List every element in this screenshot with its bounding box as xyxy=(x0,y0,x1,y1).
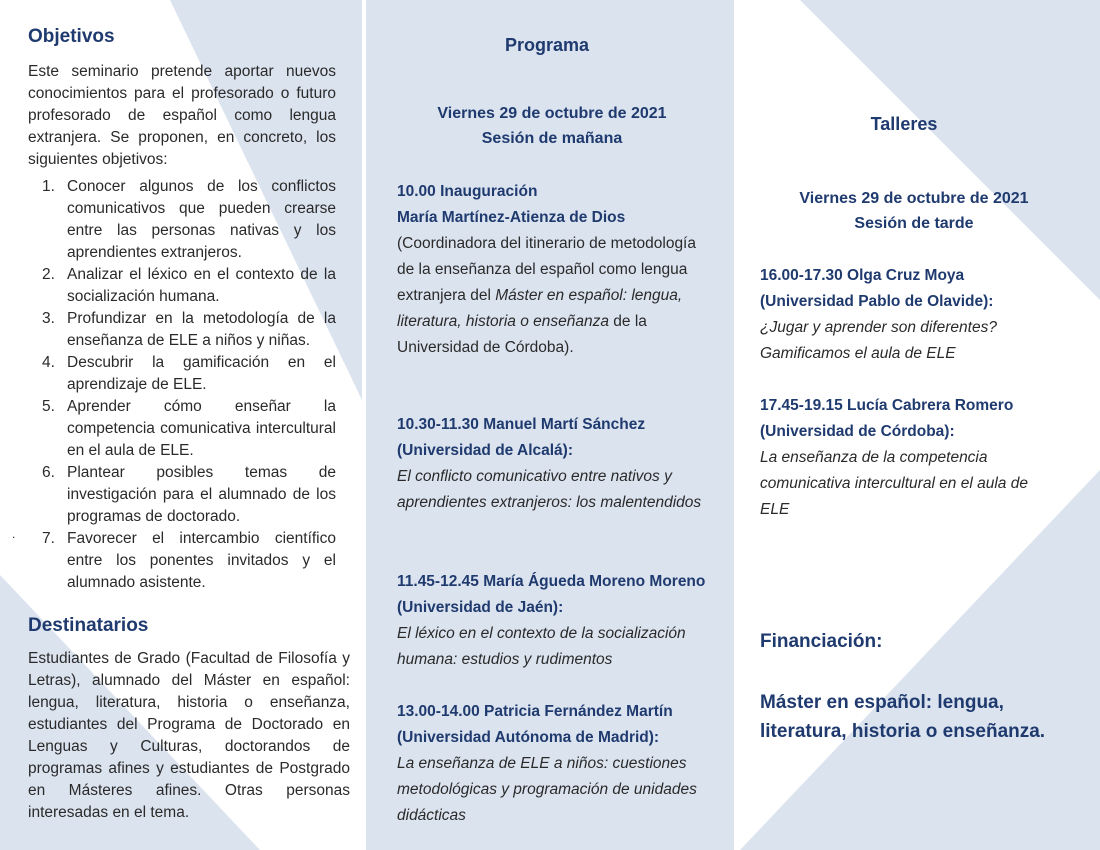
objetivos-list xyxy=(28,176,336,594)
financiacion-heading: Financiación: xyxy=(760,631,883,652)
item-number: 3. xyxy=(42,310,55,327)
item-number: 7. xyxy=(42,530,55,547)
taller-title: La enseñanza de la competencia comunicativa intercultural en el aula de ELE xyxy=(760,449,1028,518)
talk-1 xyxy=(397,412,707,516)
destinatarios-text: Estudiantes de Grado (Facultad de Filosofía y Letras), alumnado del Máster en español: lengua, literatura, historia o enseñanza, estudiantes del Programa de Doctorado en Lenguas y Culturas, doctorandos de programas afines y estudiantes de Postgrado en Másteres afines. Otras personas interesadas en el tema. xyxy=(28,650,350,821)
taller-time-speaker: 16.00-17.30 Olga Cruz Moya (Universidad Pablo de Olavide): xyxy=(760,267,994,310)
taller-time-speaker: 17.45-19.15 Lucía Cabrera Romero (Universidad de Córdoba): xyxy=(760,397,1014,440)
list-item xyxy=(28,462,336,528)
talleres-heading: Talleres xyxy=(870,114,938,134)
talk-time-speaker: 11.45-12.45 María Águeda Moreno Moreno (Universidad de Jaén): xyxy=(397,573,706,616)
objetivos-intro: Este seminario pretende aportar nuevos conocimientos para el profesorado o futuro profesorado de español como lengua extranjera. Se proponen, en concreto, los siguientes objetivos: xyxy=(28,63,336,168)
talk-time-speaker: 13.00-14.00 Patricia Fernández Martín (Universidad Autónoma de Madrid): xyxy=(397,703,673,746)
desc-text-end: de la Universidad de Córdoba). xyxy=(397,313,647,356)
item-number: 2. xyxy=(42,266,55,283)
talleres-date-block xyxy=(734,186,1094,236)
talk-title: El léxico en el contexto de la socialización humana: estudios y rudimentos xyxy=(397,625,686,668)
talk-title: La enseñanza de ELE a niños: cuestiones metodológicas y programación de unidades didácticas xyxy=(397,755,697,824)
talk-2 xyxy=(397,569,707,673)
talk-description xyxy=(397,231,707,361)
programa-date-block xyxy=(366,101,738,151)
talk-time-speaker: 10.30-11.30 Manuel Martí Sánchez (Universidad de Alcalá): xyxy=(397,416,646,459)
item-text: Descubrir la gamificación en el aprendizaje de ELE. xyxy=(67,354,336,393)
programa-heading: Programa xyxy=(504,35,590,55)
talleres-date: Viernes 29 de octubre de 2021 xyxy=(799,190,1029,207)
item-text: Favorecer el intercambio científico entre los ponentes invitados y el alumnado asistente. xyxy=(67,530,336,591)
item-text: Plantear posibles temas de investigación para el alumnado de los programas de doctorado. xyxy=(67,464,336,525)
item-number: 5. xyxy=(42,398,55,415)
talk-speaker-name: María Martínez-Atienza de Dios xyxy=(397,209,626,226)
list-item xyxy=(28,264,336,308)
list-item xyxy=(28,352,336,396)
objetivos-heading: Objetivos xyxy=(28,26,115,47)
item-text: Analizar el léxico en el contexto de la socialización humana. xyxy=(67,266,336,305)
programa-date: Viernes 29 de octubre de 2021 xyxy=(437,105,667,122)
stray-dot: . xyxy=(12,527,16,541)
item-text: Aprender cómo enseñar la competencia comunicativa intercultural en el aula de ELE. xyxy=(67,398,336,459)
list-item xyxy=(28,308,336,352)
desc-italic: Máster en español: lengua, literatura, historia o enseñanza xyxy=(397,287,683,330)
list-item xyxy=(28,176,336,264)
list-item xyxy=(28,396,336,462)
item-text: Conocer algunos de los conflictos comunicativos que pueden crearse entre las personas nativas y los aprendientes extranjeros. xyxy=(67,178,336,261)
talleres-session: Sesión de tarde xyxy=(854,215,974,232)
talk-0 xyxy=(397,179,707,361)
taller-1 xyxy=(760,393,1060,523)
taller-0 xyxy=(760,263,1060,367)
desc-text: (Coordinadora del itinerario de metodología de la enseñanza del español como lengua extranjera del xyxy=(397,235,696,304)
item-text: Profundizar en la metodología de la enseñanza de ELE a niños y niñas. xyxy=(67,310,336,349)
list-item xyxy=(28,528,336,594)
taller-title: ¿Jugar y aprender son diferentes? Gamificamos el aula de ELE xyxy=(760,319,997,362)
item-number: 4. xyxy=(42,354,55,371)
programa-session: Sesión de mañana xyxy=(481,130,623,147)
financiacion-text: Máster en español: lengua, literatura, historia o enseñanza. xyxy=(760,692,1046,742)
destinatarios-heading: Destinatarios xyxy=(28,615,149,636)
talk-3 xyxy=(397,699,707,829)
talk-time-speaker: 10.00 Inauguración xyxy=(397,183,538,200)
item-number: 1. xyxy=(42,178,55,195)
talk-title: El conflicto comunicativo entre nativos y aprendientes extranjeros: los malentendidos xyxy=(397,468,702,511)
item-number: 6. xyxy=(42,464,55,481)
